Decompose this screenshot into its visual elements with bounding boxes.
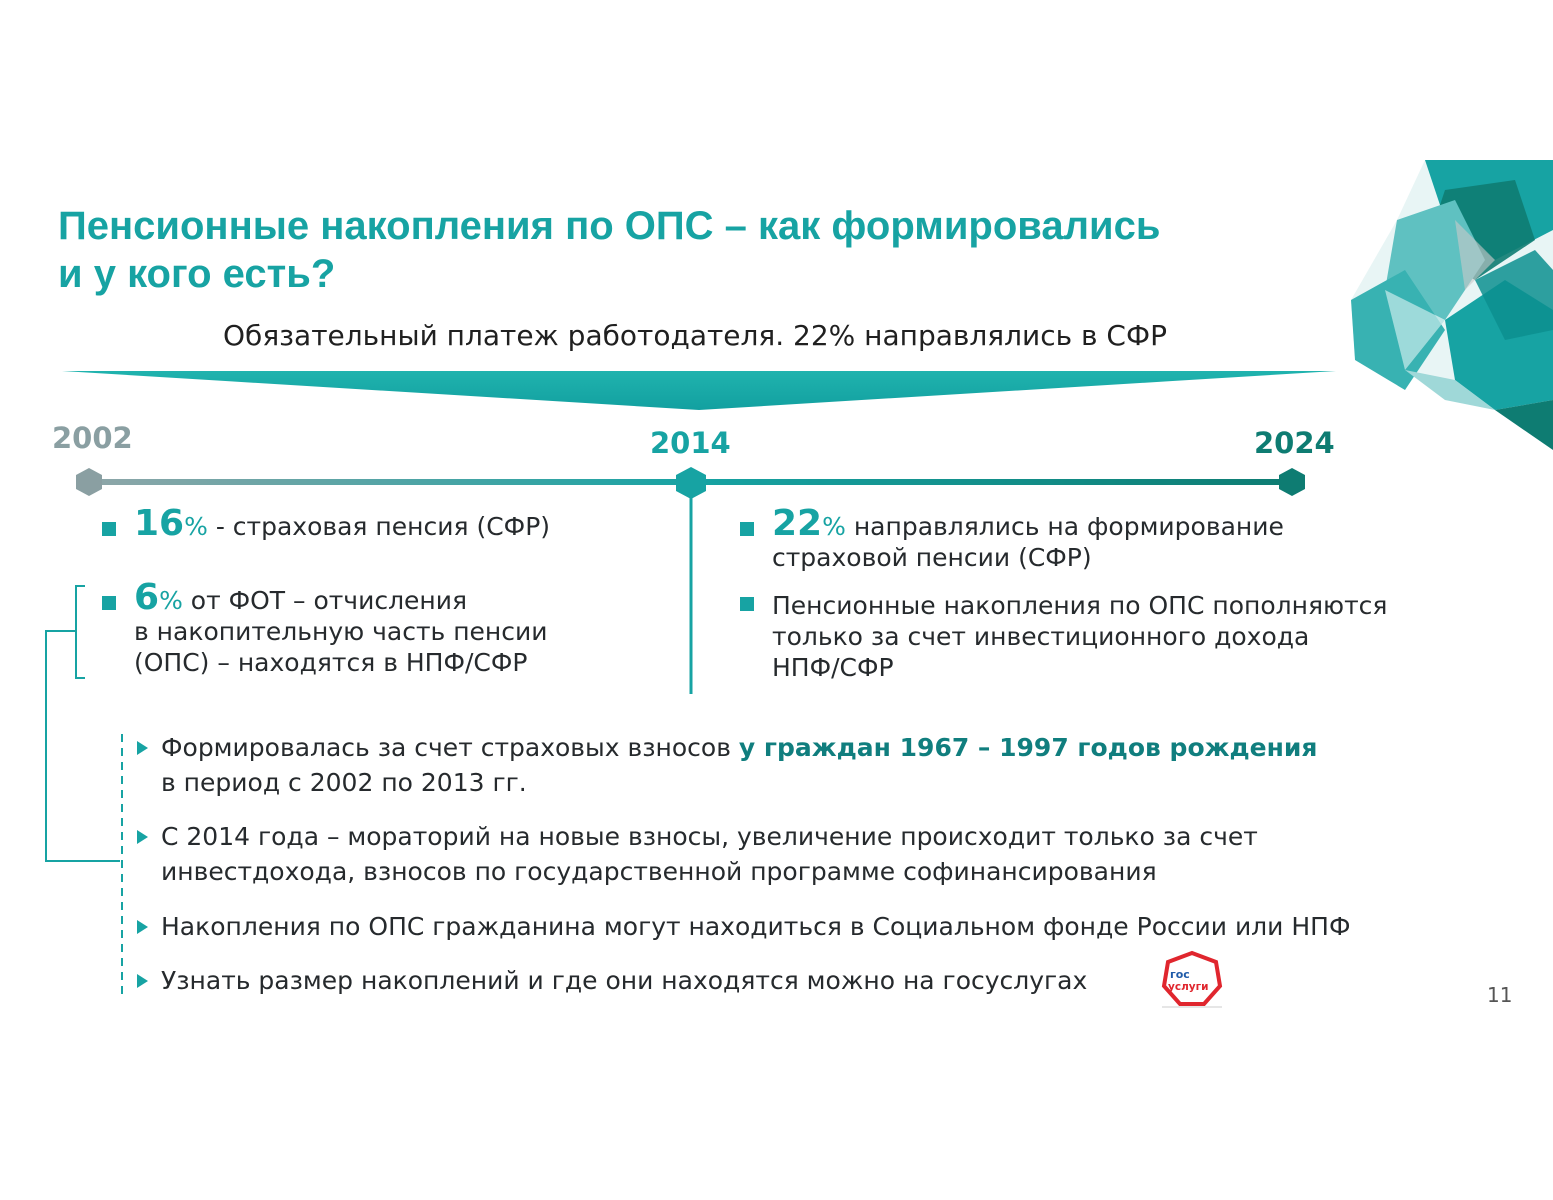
bullet-text-line-2: в накопительную часть пенсии — [134, 617, 548, 646]
bullet-text-line-3: (ОПС) – находятся в НПФ/СФР — [134, 648, 528, 677]
gosuslugi-logo — [1158, 950, 1226, 1008]
logo-text-line-2: услуги — [1168, 981, 1209, 993]
bullet-text-line-1: Пенсионные накопления по ОПС пополняются — [772, 591, 1388, 620]
bullet-square — [102, 522, 116, 536]
bullet-text-line-2: страховой пенсии (СФР) — [772, 543, 1092, 572]
bullet-16-percent — [134, 503, 551, 544]
bullet-text-line-1: от ФОТ – отчисления — [182, 586, 468, 615]
page-number: 11 — [1487, 983, 1513, 1007]
timeline-node-2024 — [1279, 468, 1305, 496]
timeline-node-2002 — [76, 468, 102, 496]
detail-item-1-highlight: у граждан 1967 – 1997 годов рождения — [738, 733, 1318, 762]
logo-text-line-1: гос — [1170, 968, 1190, 981]
detail-item-3: Накопления по ОПС гражданина могут находиться в Социальном фонде России или НПФ — [161, 912, 1351, 941]
funnel-arrow — [62, 368, 1336, 412]
percent-sign: % — [184, 512, 208, 541]
detail-item-2-line-2: инвестдохода, взносов по государственной программе софинансирования — [161, 857, 1157, 886]
detail-item-1-line-2: в период с 2002 по 2013 гг. — [161, 768, 527, 797]
bullet-square — [740, 522, 754, 536]
detail-item-2 — [161, 819, 1461, 889]
year-2024: 2024 — [1254, 426, 1335, 460]
bullet-square — [740, 597, 754, 611]
bullet-square — [102, 596, 116, 610]
bullet-6-percent — [134, 577, 654, 678]
detail-item-1 — [161, 730, 1461, 800]
value-6: 6 — [134, 577, 160, 618]
subtitle: Обязательный платеж работодателя. 22% направлялись в СФР — [223, 319, 1167, 352]
detail-item-1-text: Формировалась за счет страховых взносов — [161, 733, 739, 762]
percent-sign: % — [159, 586, 183, 615]
arrow-marker — [137, 741, 148, 755]
bullet-investment-income — [772, 590, 1512, 683]
slide-title-line-1: Пенсионные накопления по ОПС – как формировались — [58, 204, 1161, 248]
arrow-marker — [137, 920, 148, 934]
bullet-text: - страховая пенсия (СФР) — [207, 512, 551, 541]
value-22: 22 — [772, 503, 823, 544]
detail-item-2-line-1: С 2014 года – мораторий на новые взносы, увеличение происходит только за счет — [161, 822, 1258, 851]
bracket-connector — [40, 582, 130, 1002]
slide-title-line-2: и у кого есть? — [58, 252, 336, 296]
bullet-text-line-2: только за счет инвестиционного дохода — [772, 622, 1310, 651]
year-2014: 2014 — [650, 426, 731, 460]
detail-item-4: Узнать размер накоплений и где они находятся можно на госуслугах — [161, 966, 1088, 995]
value-16: 16 — [134, 503, 185, 544]
timeline-node-2014 — [676, 467, 706, 499]
slide-title — [58, 202, 1338, 298]
bullet-22-percent — [772, 503, 1492, 573]
percent-sign: % — [822, 512, 846, 541]
arrow-marker — [137, 830, 148, 844]
bullet-text-line-1: направлялись на формирование — [845, 512, 1284, 541]
decorative-hexagon-pattern — [1345, 160, 1553, 450]
year-2002: 2002 — [52, 421, 133, 455]
bullet-text-line-3: НПФ/СФР — [772, 653, 894, 682]
arrow-marker — [137, 974, 148, 988]
